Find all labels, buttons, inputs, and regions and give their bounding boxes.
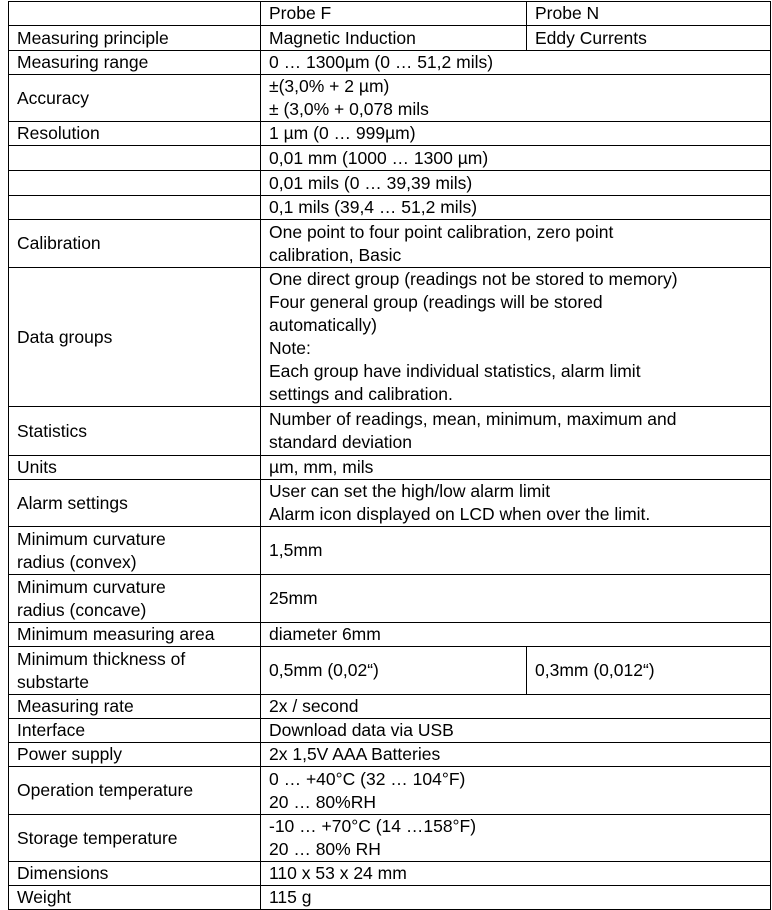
row-label-empty [9, 146, 261, 171]
value-line: Four general group (readings will be stored [269, 292, 603, 312]
value-line: Each group have individual statistics, alarm limit [269, 361, 641, 381]
row-value: 1,5mm [261, 527, 771, 575]
row-value: 2x / second [261, 695, 771, 719]
row-label: Alarm settings [9, 480, 261, 527]
header-probe-f: Probe F [261, 2, 527, 26]
value-line: 0 … +40°C (32 … 104°F) [269, 768, 466, 789]
table-row [9, 767, 771, 815]
value-line: One direct group (readings not be stored to memory) [269, 269, 678, 289]
table-row [9, 862, 771, 886]
row-value [261, 220, 771, 268]
table-row [9, 719, 771, 743]
table-row [9, 480, 771, 527]
row-value: 0,01 mm (1000 … 1300 µm) [261, 146, 771, 171]
table-row [9, 146, 771, 171]
row-label: Storage temperature [9, 815, 261, 862]
row-value: Download data via USB [261, 719, 771, 743]
value-line: One point to four point calibration, zero point [269, 221, 614, 242]
row-value [261, 480, 771, 527]
header-row [9, 2, 771, 26]
value-line: ±(3,0% + 2 µm) [269, 76, 390, 96]
row-value: 25mm [261, 575, 771, 623]
value-line: Alarm icon displayed on LCD when over the limit. [269, 504, 651, 524]
table-row [9, 26, 771, 51]
row-label: Interface [9, 719, 261, 743]
value-line: settings and calibration. [269, 384, 453, 404]
row-value: 0 … 1300µm (0 … 51,2 mils) [261, 51, 771, 75]
label-line: substarte [17, 671, 89, 692]
row-label: Dimensions [9, 862, 261, 886]
row-value: 1 µm (0 … 999µm) [261, 122, 771, 146]
row-label: Statistics [9, 407, 261, 456]
header-probe-n: Probe N [527, 2, 771, 26]
row-value-probe-f: Magnetic Induction [261, 26, 527, 51]
table-row [9, 575, 771, 623]
value-line: User can set the high/low alarm limit [269, 481, 551, 501]
label-line: Minimum curvature [17, 576, 166, 597]
row-label-empty [9, 171, 261, 196]
row-label: Resolution [9, 122, 261, 146]
row-label: Measuring range [9, 51, 261, 75]
value-line: 20 … 80%RH [269, 791, 376, 812]
row-label: Calibration [9, 220, 261, 268]
row-value [261, 815, 771, 862]
row-value-probe-n: 0,3mm (0,012“) [527, 647, 771, 695]
value-line: ± (3,0% + 0,078 mils [269, 99, 429, 119]
row-value: 2x 1,5V AAA Batteries [261, 743, 771, 767]
row-value [261, 767, 771, 815]
row-value: diameter 6mm [261, 623, 771, 647]
value-line: standard deviation [269, 432, 413, 452]
row-label: Measuring rate [9, 695, 261, 719]
value-line: -10 … +70°C (14 …158°F) [269, 816, 477, 836]
row-label [9, 647, 261, 695]
table-row [9, 51, 771, 75]
table-row [9, 815, 771, 862]
table-row [9, 886, 771, 910]
row-label: Data groups [9, 268, 261, 407]
value-line: Note: [269, 338, 311, 358]
label-line: Minimum curvature [17, 528, 166, 549]
table-row [9, 456, 771, 480]
label-line: Minimum thickness of [17, 648, 186, 669]
table-row [9, 196, 771, 220]
label-line: radius (concave) [17, 599, 147, 620]
table-row [9, 407, 771, 456]
table-row [9, 743, 771, 767]
row-label-empty [9, 196, 261, 220]
value-line: Number of readings, mean, minimum, maximum and [269, 409, 677, 429]
value-line: automatically) [269, 315, 377, 335]
table-row [9, 122, 771, 146]
row-label: Minimum measuring area [9, 623, 261, 647]
value-line: 20 … 80% RH [269, 839, 381, 859]
table-row [9, 268, 771, 407]
row-value [261, 407, 771, 456]
row-value: 0,01 mils (0 … 39,39 mils) [261, 171, 771, 196]
row-label: Power supply [9, 743, 261, 767]
row-label [9, 575, 261, 623]
table-row [9, 171, 771, 196]
row-value [261, 75, 771, 122]
row-value: µm, mm, mils [261, 456, 771, 480]
table-row [9, 527, 771, 575]
row-value [261, 268, 771, 407]
row-value: 0,1 mils (39,4 … 51,2 mils) [261, 196, 771, 220]
row-value-probe-f: 0,5mm (0,02“) [261, 647, 527, 695]
table-row [9, 220, 771, 268]
table-row [9, 623, 771, 647]
row-label: Operation temperature [9, 767, 261, 815]
row-label: Units [9, 456, 261, 480]
specifications-table [8, 1, 771, 910]
row-label: Accuracy [9, 75, 261, 122]
value-line: calibration, Basic [269, 244, 402, 265]
header-empty-cell [9, 2, 261, 26]
row-label [9, 527, 261, 575]
row-value: 110 x 53 x 24 mm [261, 862, 771, 886]
table-row [9, 695, 771, 719]
row-label: Weight [9, 886, 261, 910]
table-row [9, 647, 771, 695]
row-value: 115 g [261, 886, 771, 910]
table-row [9, 75, 771, 122]
row-value-probe-n: Eddy Currents [527, 26, 771, 51]
label-line: radius (convex) [17, 551, 137, 572]
row-label: Measuring principle [9, 26, 261, 51]
